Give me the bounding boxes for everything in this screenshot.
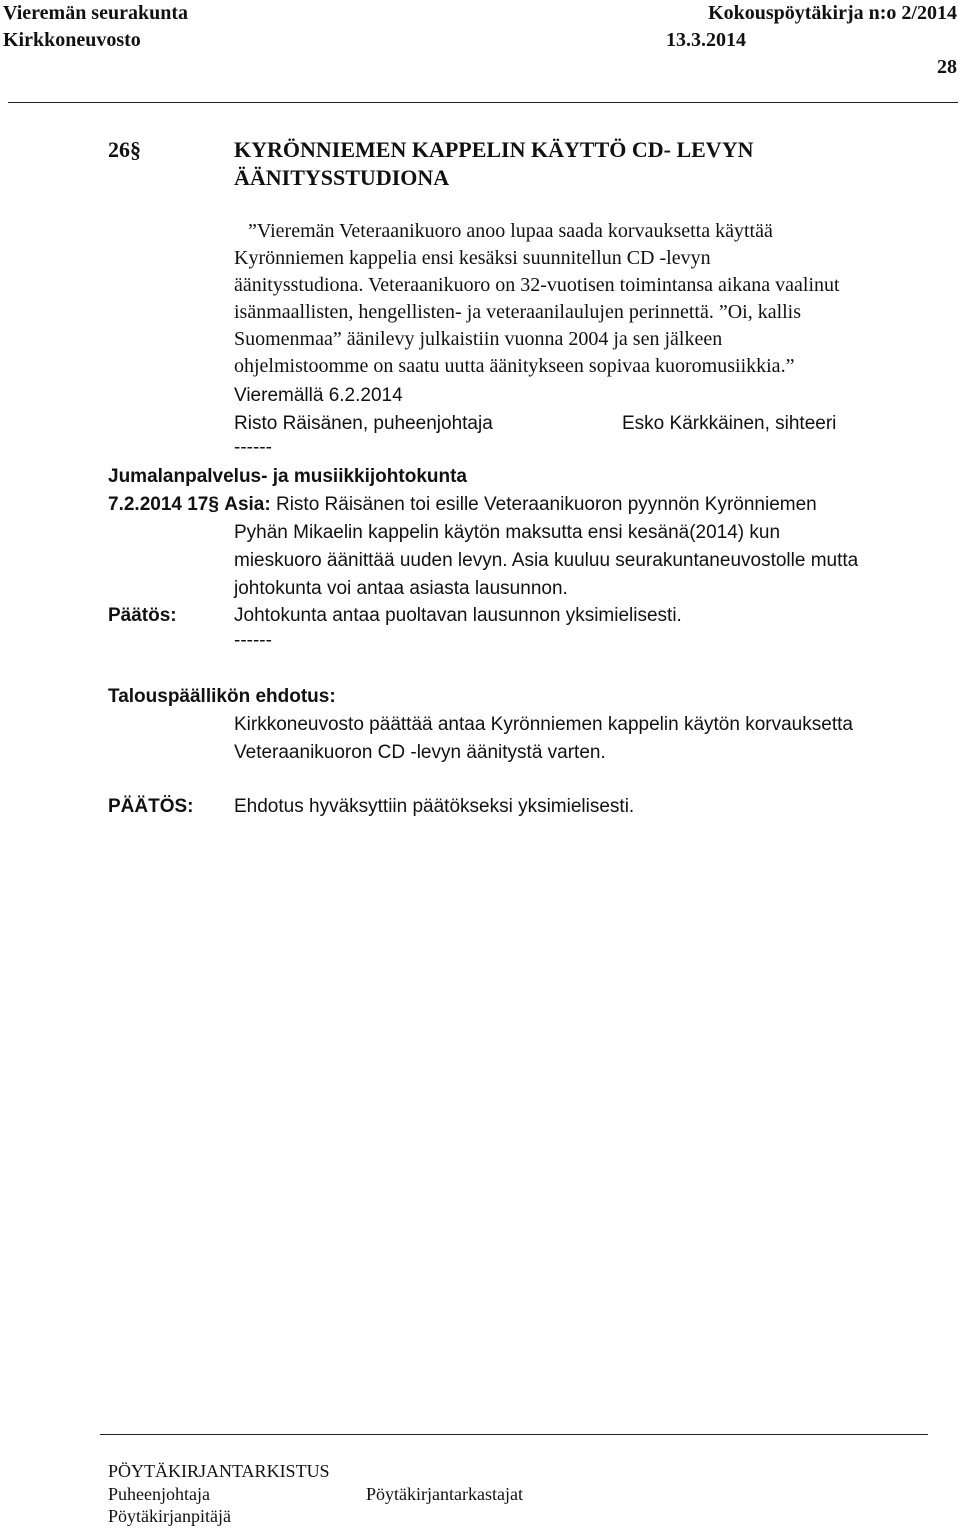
decision-label: PÄÄTÖS:: [108, 796, 194, 817]
letter-line: ”Vieremän Veteraanikuoro anoo lupaa saada korvauksetta käyttää: [248, 220, 773, 242]
committee-reference: 7.2.2014 17: [108, 494, 209, 515]
meeting-date: 13.3.2014: [666, 29, 746, 51]
meeting-body: Kirkkoneuvosto: [3, 29, 141, 51]
section-number: 26§: [108, 137, 141, 162]
paatos-text: Johtokunta antaa puoltavan lausunnon yksimielisesti.: [234, 605, 682, 626]
organization-name: Vieremän seurakunta: [3, 2, 188, 24]
letter-line: ohjelmistoomme on saatu uutta äänitykseen sopivaa kuoromusiikkia.”: [234, 355, 795, 377]
committee-section-symbol: §: [208, 494, 219, 515]
footer-secretary: Pöytäkirjanpitäjä: [108, 1506, 231, 1526]
letter-line: isänmaallisten, hengellisten- ja veteraanilaulujen perinnettä. ”Oi, kallis: [234, 301, 802, 323]
header-rule: [8, 102, 958, 103]
paatos-label: Päätös:: [108, 605, 177, 626]
asia-text: Risto Räisänen toi esille Veteraanikuoron pyynnön Kyrönniemen: [275, 494, 817, 515]
footer-rule: [100, 1434, 928, 1435]
separator: ------: [234, 630, 272, 651]
footer-title: PÖYTÄKIRJANTARKISTUS: [108, 1461, 330, 1481]
proposal-label: Talouspäällikön ehdotus:: [108, 686, 336, 707]
footer-chair: Puheenjohtaja: [108, 1484, 210, 1504]
proposal-line: Veteraanikuoron CD -levyn äänitystä varten.: [234, 742, 606, 763]
decision-text: Ehdotus hyväksyttiin päätökseksi yksimielisesti.: [234, 796, 635, 817]
asia-line: johtokunta voi antaa asiasta lausunnon.: [234, 578, 568, 599]
committee-asia-line: [108, 494, 817, 516]
section-title-line1: KYRÖNNIEMEN KAPPELIN KÄYTTÖ CD- LEVYN: [234, 137, 754, 162]
signer-secretary: Esko Kärkkäinen, sihteeri: [622, 413, 837, 434]
asia-label: Asia:: [224, 494, 271, 515]
letter-line: Kyrönniemen kappelia ensi kesäksi suunnitellun CD -levyn: [234, 247, 711, 269]
asia-line: Pyhän Mikaelin kappelin käytön maksutta ensi kesänä(2014) kun: [234, 522, 781, 543]
letter-line: Suomenmaa” äänilevy julkaistiin vuonna 2004 ja sen jälkeen: [234, 328, 723, 350]
committee-heading: Jumalanpalvelus- ja musiikkijohtokunta: [108, 466, 467, 487]
page-number: 28: [937, 56, 957, 78]
footer-checkers: Pöytäkirjantarkastajat: [366, 1484, 523, 1504]
signer-chair: Risto Räisänen, puheenjohtaja: [234, 413, 493, 434]
asia-line: mieskuoro äänittää uuden levyn. Asia kuuluu seurakuntaneuvostolle mutta: [234, 550, 859, 571]
letter-line: äänitysstudiona. Veteraanikuoro on 32-vuotisen toimintansa aikana vaalinut: [234, 274, 840, 296]
proposal-line: Kirkkoneuvosto päättää antaa Kyrönniemen kappelin käytön korvauksetta: [234, 714, 853, 735]
document-title: Kokouspöytäkirja n:o 2/2014: [708, 2, 957, 24]
section-title-line2: ÄÄNITYSSTUDIONA: [234, 165, 450, 190]
section-symbol: §: [130, 137, 141, 162]
separator: ------: [234, 437, 272, 458]
letter-date: Vieremällä 6.2.2014: [234, 385, 403, 406]
